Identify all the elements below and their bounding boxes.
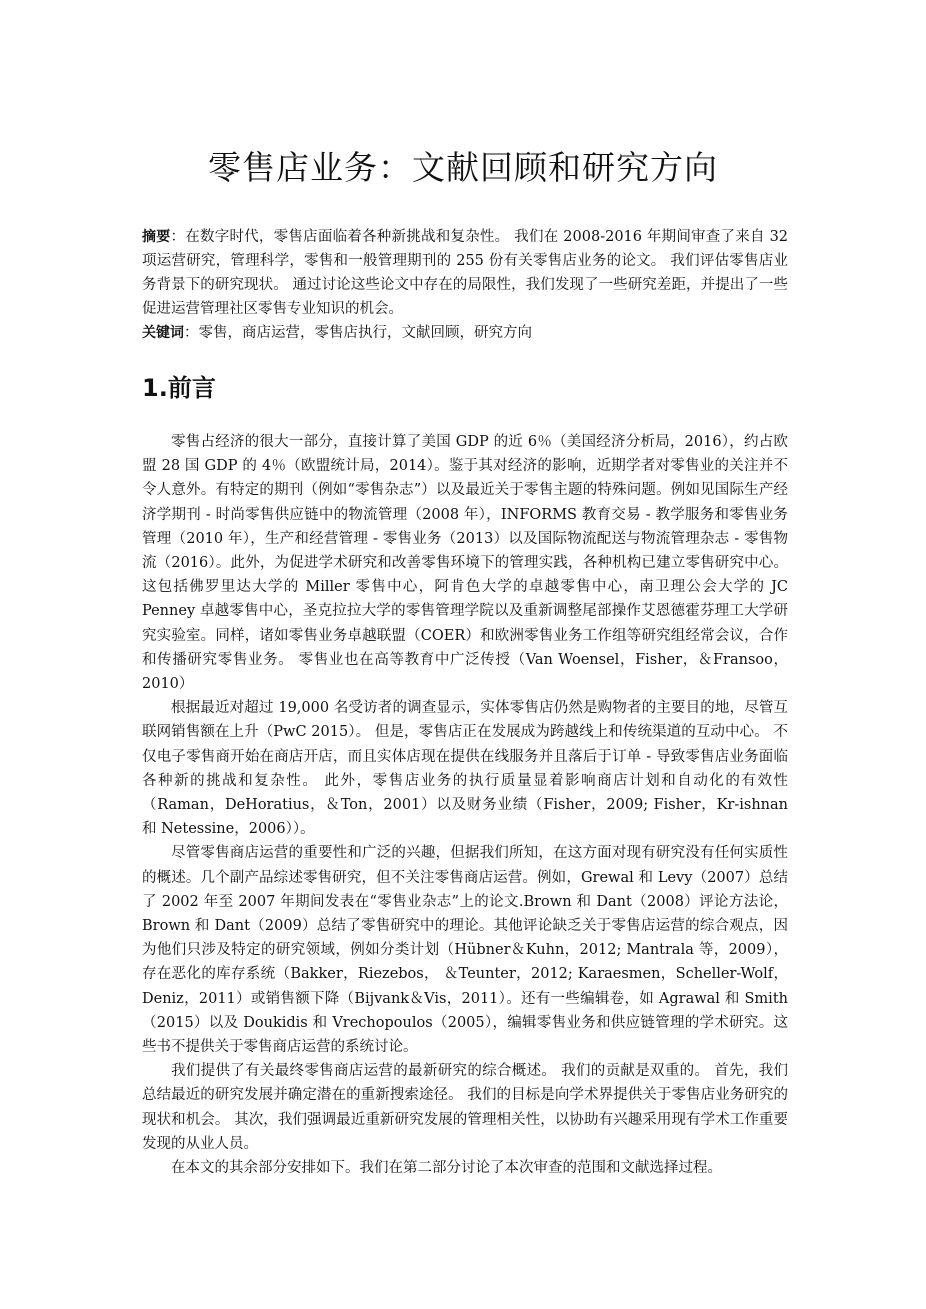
abstract-text: 在数字时代，零售店面临着各种新挑战和复杂性。 我们在 2008-2016 年期间审查了来自 32 项运营研究，管理科学，零售和一般管理期刊的 255 份有关零售店业务的论文。 我们评估零售店业务背景下的研究现状。 通过讨论这些论文中存在的局限性，我们发现了一些研究差距，并提出了一些促进运营管理社区零售专业知识的机会。 [142, 229, 789, 317]
abstract-label: 摘要 [142, 229, 171, 245]
paragraph: 零售占经济的很大一部分，直接计算了美国 GDP 的近 6％（美国经济分析局，2016），约占欧盟 28 国 GDP 的 4％（欧盟统计局，2014）。鉴于其对经济的影响，近期学者对零售业的关注并不令人意外。有特定的期刊（例如“零售杂志”）以及最近关于零售主题的特殊问题。例如见国际生产经济学期刊 - 时尚零售供应链中的物流管理（2008 年），INFORMS 教育交易 - 教学服务和零售业务管理（2010 年），生产和经营管理 - 零售业务（2013）以及国际物流配送与物流管理杂志 - 零售物流（2016）。此外，为促进学术研究和改善零售环境下的管理实践，各种机构已建立零售研究中心。这包括佛罗里达大学的 Miller 零售中心，阿肯色大学的卓越零售中心，南卫理公会大学的 JC Penney 卓越零售中心，圣克拉拉大学的零售管理学院以及重新调整尾部操作艾恩德霍芬理工大学研究实验室。同样，诸如零售业务卓越联盟（COER）和欧洲零售业务工作组等研究组经常会议，合作和传播研究零售业务。 零售业也在高等教育中广泛传授（Van Woensel，Fisher，＆Fransoo，2010） [142, 434, 788, 693]
page-title: 零售店业务：文献回顾和研究方向 [208, 148, 718, 187]
paragraph: 尽管零售商店运营的重要性和广泛的兴趣，但据我们所知，在这方面对现有研究没有任何实质性的概述。几个副产品综述零售研究，但不关注零售商店运营。例如，Grewal 和 Levy（2007）总结了 2002 年至 2007 年期间发表在“零售业杂志”上的论文.Brown 和 Dant（2008）评论方法论，Brown 和 Dant（2009）总结了零售研究中的理论。其他评论缺乏关于零售店运营的综合观点，因为他们只涉及特定的研究领域，例如分类计划（Hübner＆Kuhn，2012; Mantrala 等，2009），存在恶化的库存系统（Bakker，Riezebos， ＆Teunter，2012; Karaesmen，Scheller-Wolf，Deniz，2011）或销售额下降（Bijvank＆Vis，2011）。还有一些编辑卷，如 Agrawal 和 Smith（2015）以及 Doukidis 和 Vrechopoulos（2005），编辑零售业务和供应链管理的学术研究。这些书不提供关于零售商店运营的系统讨论。 [142, 845, 788, 1056]
keywords [142, 321, 788, 345]
paragraph: 我们提供了有关最终零售商店运营的最新研究的综合概述。 我们的贡献是双重的。 首先，我们总结最近的研究发展并确定潜在的重新搜索途径。 我们的目标是向学术界提供关于零售店业务研究的现状和机会。 其次，我们强调最近重新研究发展的管理相关性，以协助有兴趣采用现有学术工作重要发现的从业人员。 [142, 1063, 788, 1152]
abstract-separator: ： [170, 229, 186, 245]
keywords-label: 关键词 [142, 325, 184, 341]
body-text [142, 430, 788, 1180]
paragraph: 根据最近对超过 19,000 名受访者的调查显示，实体零售店仍然是购物者的主要目的地，尽管互联网销售额在上升（PwC 2015）。 但是，零售店正在发展成为跨越线上和传统渠道的互动中心。 不仅电子零售商开始在商店开店，而且实体店现在提供在线服务并且落后于订单 - 导致零售店业务面临各种新的挑战和复杂性。 此外，零售店业务的执行质量显着影响商店计划和自动化的有效性（Raman，DeHoratius，＆Ton，2001）以及财务业绩（Fisher，2009; Fisher，Kr-ishnan 和 Netessine，2006））。 [142, 700, 788, 838]
abstract [142, 225, 788, 321]
section-heading: 1.前言 [142, 374, 216, 402]
keywords-separator: ： [184, 325, 199, 341]
paragraph: 在本文的其余部分安排如下。我们在第二部分讨论了本次审查的范围和文献选择过程。 [171, 1160, 722, 1177]
keywords-text: 零售，商店运营，零售店执行，文献回顾，研究方向 [198, 325, 532, 341]
